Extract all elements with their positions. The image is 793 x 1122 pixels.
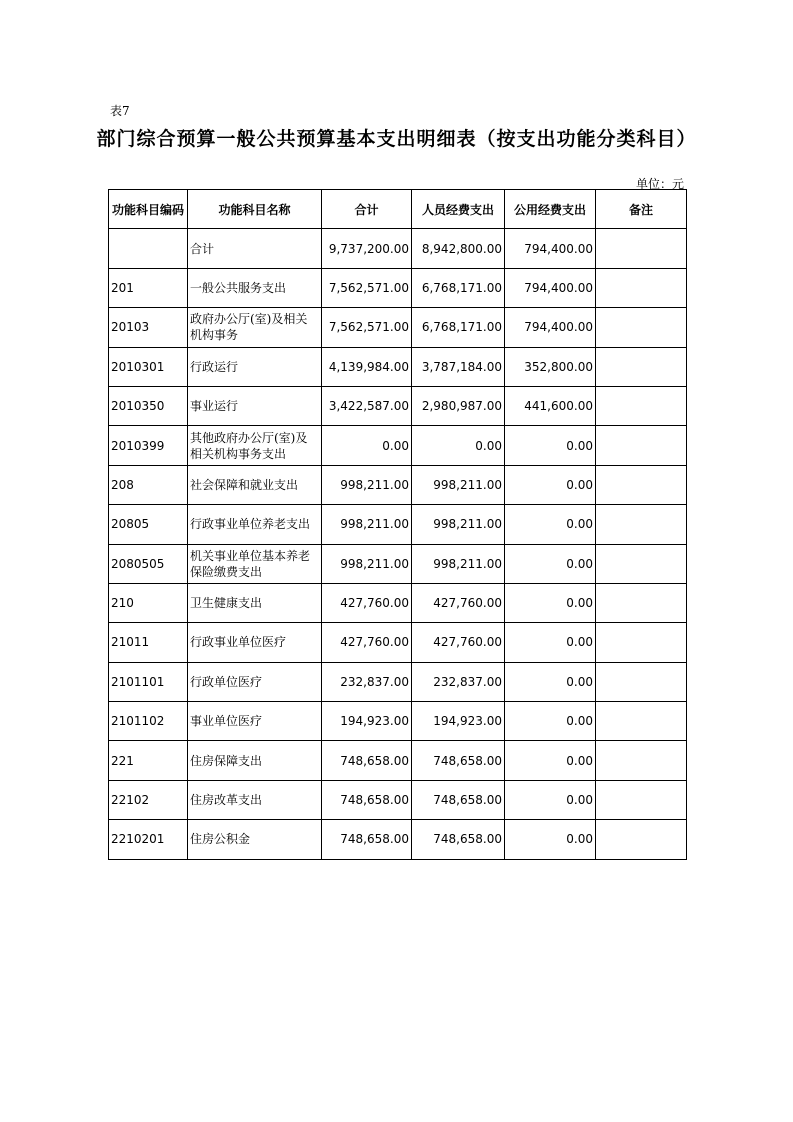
table-row xyxy=(109,583,687,622)
row-name: 住房保障支出 xyxy=(188,741,322,780)
row-remark xyxy=(596,544,687,583)
row-remark xyxy=(596,623,687,662)
row-name: 卫生健康支出 xyxy=(188,583,322,622)
row-total: 427,760.00 xyxy=(322,583,412,622)
row-name: 一般公共服务支出 xyxy=(188,268,322,307)
row-personnel: 748,658.00 xyxy=(412,820,505,859)
row-public: 0.00 xyxy=(505,662,596,701)
row-code: 2010350 xyxy=(109,386,188,425)
row-code: 210 xyxy=(109,583,188,622)
budget-table xyxy=(108,189,687,860)
row-name: 事业运行 xyxy=(188,386,322,425)
row-total: 748,658.00 xyxy=(322,741,412,780)
row-personnel: 0.00 xyxy=(412,426,505,465)
row-remark xyxy=(596,268,687,307)
table-row xyxy=(109,268,687,307)
table-row xyxy=(109,386,687,425)
row-code: 20103 xyxy=(109,308,188,347)
row-public: 0.00 xyxy=(505,465,596,504)
row-code: 20805 xyxy=(109,505,188,544)
column-header-public: 公用经费支出 xyxy=(505,190,596,229)
row-code: 201 xyxy=(109,268,188,307)
row-total: 3,422,587.00 xyxy=(322,386,412,425)
row-total: 427,760.00 xyxy=(322,623,412,662)
row-remark xyxy=(596,662,687,701)
row-personnel: 998,211.00 xyxy=(412,465,505,504)
page-title: 部门综合预算一般公共预算基本支出明细表（按支出功能分类科目） xyxy=(96,128,697,150)
table-row xyxy=(109,426,687,465)
row-remark xyxy=(596,386,687,425)
row-personnel: 232,837.00 xyxy=(412,662,505,701)
column-header-total: 合计 xyxy=(322,190,412,229)
row-public: 0.00 xyxy=(505,505,596,544)
row-personnel: 998,211.00 xyxy=(412,505,505,544)
row-personnel: 427,760.00 xyxy=(412,583,505,622)
row-remark xyxy=(596,505,687,544)
table-row xyxy=(109,623,687,662)
unit-label: 单位：元 xyxy=(635,177,684,191)
row-name: 住房改革支出 xyxy=(188,780,322,819)
row-public: 794,400.00 xyxy=(505,308,596,347)
row-remark xyxy=(596,583,687,622)
row-public: 794,400.00 xyxy=(505,229,596,268)
row-code: 2210201 xyxy=(109,820,188,859)
row-code: 208 xyxy=(109,465,188,504)
table-header-row xyxy=(109,190,687,229)
row-public: 352,800.00 xyxy=(505,347,596,386)
row-name: 行政单位医疗 xyxy=(188,662,322,701)
row-name: 其他政府办公厅(室)及相关机构事务支出 xyxy=(188,426,322,465)
row-total: 232,837.00 xyxy=(322,662,412,701)
row-public: 794,400.00 xyxy=(505,268,596,307)
row-remark xyxy=(596,465,687,504)
row-personnel: 3,787,184.00 xyxy=(412,347,505,386)
table-row xyxy=(109,308,687,347)
row-code: 22102 xyxy=(109,780,188,819)
row-personnel: 748,658.00 xyxy=(412,741,505,780)
row-personnel: 8,942,800.00 xyxy=(412,229,505,268)
row-personnel: 6,768,171.00 xyxy=(412,268,505,307)
row-name: 行政运行 xyxy=(188,347,322,386)
table-row xyxy=(109,702,687,741)
row-total: 0.00 xyxy=(322,426,412,465)
row-total: 998,211.00 xyxy=(322,465,412,504)
table-row xyxy=(109,662,687,701)
row-code: 2080505 xyxy=(109,544,188,583)
row-personnel: 427,760.00 xyxy=(412,623,505,662)
row-name: 行政事业单位医疗 xyxy=(188,623,322,662)
row-public: 0.00 xyxy=(505,780,596,819)
row-name: 行政事业单位养老支出 xyxy=(188,505,322,544)
row-code: 2010301 xyxy=(109,347,188,386)
row-total: 4,139,984.00 xyxy=(322,347,412,386)
row-remark xyxy=(596,780,687,819)
row-personnel: 194,923.00 xyxy=(412,702,505,741)
row-code: 221 xyxy=(109,741,188,780)
column-header-code: 功能科目编码 xyxy=(109,190,188,229)
row-total: 9,737,200.00 xyxy=(322,229,412,268)
row-total: 998,211.00 xyxy=(322,544,412,583)
row-name: 住房公积金 xyxy=(188,820,322,859)
table-row xyxy=(109,741,687,780)
row-personnel: 748,658.00 xyxy=(412,780,505,819)
row-remark xyxy=(596,820,687,859)
table-row xyxy=(109,820,687,859)
row-name: 合计 xyxy=(188,229,322,268)
table-row xyxy=(109,229,687,268)
row-total: 7,562,571.00 xyxy=(322,268,412,307)
table-number: 表7 xyxy=(110,104,130,118)
row-total: 998,211.00 xyxy=(322,505,412,544)
row-remark xyxy=(596,702,687,741)
row-personnel: 998,211.00 xyxy=(412,544,505,583)
row-remark xyxy=(596,308,687,347)
row-remark xyxy=(596,229,687,268)
table-row xyxy=(109,544,687,583)
row-total: 7,562,571.00 xyxy=(322,308,412,347)
column-header-personnel: 人员经费支出 xyxy=(412,190,505,229)
row-name: 机关事业单位基本养老保险缴费支出 xyxy=(188,544,322,583)
row-public: 0.00 xyxy=(505,426,596,465)
row-remark xyxy=(596,426,687,465)
row-remark xyxy=(596,741,687,780)
row-code: 21011 xyxy=(109,623,188,662)
column-header-name: 功能科目名称 xyxy=(188,190,322,229)
row-total: 194,923.00 xyxy=(322,702,412,741)
row-public: 0.00 xyxy=(505,820,596,859)
row-total: 748,658.00 xyxy=(322,820,412,859)
row-personnel: 2,980,987.00 xyxy=(412,386,505,425)
table-row xyxy=(109,505,687,544)
row-personnel: 6,768,171.00 xyxy=(412,308,505,347)
row-name: 社会保障和就业支出 xyxy=(188,465,322,504)
row-public: 441,600.00 xyxy=(505,386,596,425)
row-code: 2101101 xyxy=(109,662,188,701)
row-public: 0.00 xyxy=(505,623,596,662)
row-public: 0.00 xyxy=(505,702,596,741)
row-public: 0.00 xyxy=(505,583,596,622)
table-row xyxy=(109,347,687,386)
row-public: 0.00 xyxy=(505,741,596,780)
column-header-remark: 备注 xyxy=(596,190,687,229)
row-name: 政府办公厅(室)及相关机构事务 xyxy=(188,308,322,347)
row-code: 2010399 xyxy=(109,426,188,465)
row-code xyxy=(109,229,188,268)
row-name: 事业单位医疗 xyxy=(188,702,322,741)
row-remark xyxy=(596,347,687,386)
row-public: 0.00 xyxy=(505,544,596,583)
row-code: 2101102 xyxy=(109,702,188,741)
table-row xyxy=(109,780,687,819)
table-row xyxy=(109,465,687,504)
row-total: 748,658.00 xyxy=(322,780,412,819)
